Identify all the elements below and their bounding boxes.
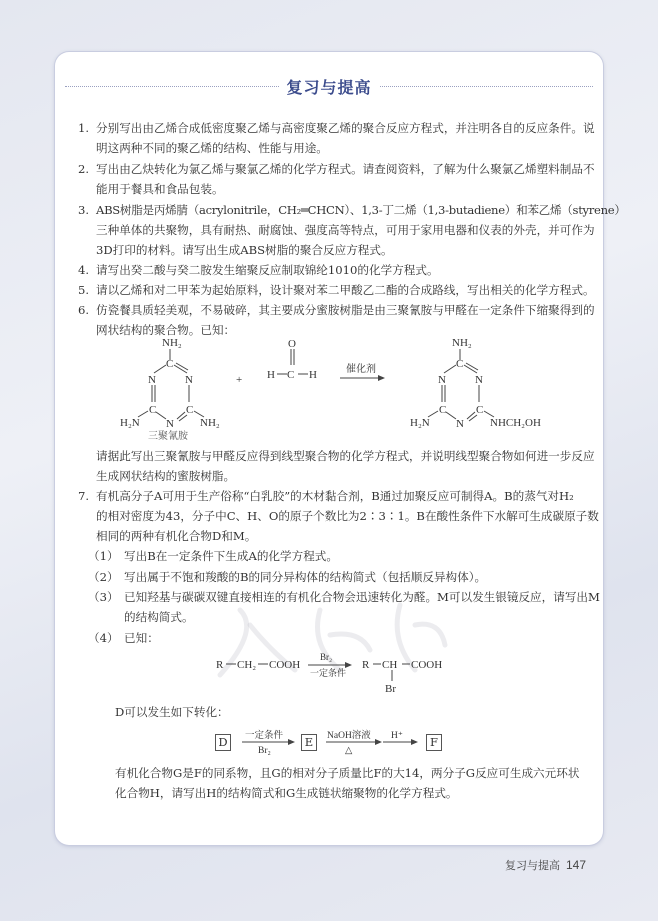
final-text: 有机化合物G是F的同系物，且G的相对分子质量比F的大14，两分子G反应可生成六元环状	[115, 766, 580, 780]
divider-right	[380, 86, 594, 87]
question-number: 3.	[78, 203, 90, 217]
nhch2oh-group: NHCH₂OH	[490, 417, 541, 429]
atom-n: N	[185, 374, 193, 386]
reagent-label: Br₂	[320, 652, 333, 662]
divider-left	[65, 86, 279, 87]
br-atom: Br	[385, 683, 396, 695]
page-title: 复习与提高	[286, 77, 372, 97]
question-text: 3D打印的材料。请写出生成ABS树脂的聚合反应方程式。	[96, 243, 393, 257]
compound-e-box: E	[301, 734, 317, 751]
atom-c: C	[476, 404, 484, 416]
nh2-top: NH₂	[162, 337, 182, 349]
arrow-head-icon	[378, 375, 385, 381]
atom-n: N	[148, 374, 156, 386]
question-text: 生成网状结构的蜜胺树脂。	[96, 469, 236, 483]
question-text: 请据此写出三聚氰胺与甲醛反应得到线型聚合物的化学方程式，并说明线型聚合物如何进一步反应	[96, 449, 595, 463]
subquestion-text: 已知：	[124, 631, 159, 645]
plus-sign: +	[236, 374, 243, 386]
question-number: 4.	[78, 263, 90, 277]
subquestion-number: （2）	[88, 570, 119, 584]
ch-group: CH	[382, 659, 398, 671]
atom-c: C	[149, 404, 157, 416]
final-text: 化合物H，请写出H的结构简式和G生成链状缩聚物的化学方程式。	[115, 786, 458, 800]
compound-f-box: F	[426, 734, 442, 751]
arrow-head-icon	[345, 662, 352, 668]
step2-reagent: NaOH溶液	[327, 731, 371, 741]
question-text: 的相对密度为43，分子中C、H、O的原子个数比为2∶3∶1。B在酸性条件下水解可生成碳原子数	[96, 509, 599, 523]
melamine-reaction-diagram	[0, 327, 658, 431]
question-text: 能用于餐具和食品包装。	[96, 182, 224, 196]
atom-n: N	[475, 374, 483, 386]
atom-o: O	[288, 338, 296, 350]
page-footer	[505, 857, 586, 873]
transformation-chain	[0, 728, 658, 758]
atom-c: C	[287, 369, 295, 381]
catalyst-label: 催化剂	[346, 364, 376, 375]
subquestion-text: 写出B在一定条件下生成A的化学方程式。	[124, 549, 338, 563]
d-transformation-text: D可以发生如下转化：	[115, 705, 229, 719]
cooh-group: COOH	[269, 659, 301, 671]
h2n-left: H₂N	[120, 417, 140, 429]
question-text: 仿瓷餐具质轻美观，不易破碎，其主要成分蜜胺树脂是由三聚氰胺与甲醛在一定条件下缩聚得到的	[96, 303, 595, 317]
question-number: 5.	[78, 283, 90, 297]
question-text: 请写出癸二酸与癸二胺发生缩聚反应制取锦纶1010的化学方程式。	[96, 263, 439, 277]
footer-section: 复习与提高	[505, 859, 560, 872]
question-text: 请以乙烯和对二甲苯为起始原料，设计聚对苯二甲酸乙二酯的合成路线，写出相关的化学方程式。	[96, 283, 595, 297]
atom-h: H	[309, 369, 317, 381]
subquestion-text: 写出属于不饱和羧酸的B的同分异构体的结构简式（包括顺反异构体）。	[124, 570, 487, 584]
melamine-label: 三聚氰胺	[148, 431, 188, 442]
arrow-head-icon	[288, 739, 295, 745]
question-text: 明这两种不同的聚乙烯的结构、性能与用途。	[96, 141, 328, 155]
step1-reagent: Br₂	[258, 746, 271, 756]
subquestion-number: （4）	[88, 631, 119, 645]
question-text: 分别写出由乙烯合成低密度聚乙烯与高密度聚乙烯的聚合反应方程式，并注明各自的反应条件。说	[96, 121, 595, 135]
atom-c: C	[166, 358, 174, 370]
atom-n: N	[166, 418, 174, 430]
cooh-group: COOH	[411, 659, 443, 671]
step1-condition: 一定条件	[245, 731, 284, 741]
bromination-reaction	[0, 648, 658, 698]
section-header	[65, 74, 593, 98]
question-number: 6.	[78, 303, 90, 317]
subquestion-text: 已知羟基与碳碳双键直接相连的有机化合物会迅速转化为醛。M可以发生银镜反应，请写出M	[124, 590, 600, 604]
atom-c: C	[456, 358, 464, 370]
nh2-right: NH₂	[200, 417, 220, 429]
arrow-head-icon	[411, 739, 418, 745]
question-text: 有机高分子A可用于生产俗称“白乳胶”的木材黏合剂，B通过加聚反应可制得A。B的蒸气对H₂	[96, 489, 574, 503]
atom-h: H	[267, 369, 275, 381]
question-number: 7.	[78, 489, 90, 503]
nh2-top: NH₂	[452, 337, 472, 349]
page-number: 147	[566, 858, 587, 872]
condition-label: 一定条件	[310, 668, 347, 678]
question-text: 网状结构的聚合物。已知：	[96, 323, 236, 337]
atom-n: N	[456, 418, 464, 430]
step2-heat: △	[345, 746, 353, 756]
compound-d-box: D	[215, 734, 231, 751]
subquestion-text: 的结构简式。	[124, 610, 194, 624]
ch2-group: CH₂	[237, 659, 257, 671]
question-number: 1.	[78, 121, 90, 135]
question-text: 写出由乙炔转化为氯乙烯与聚氯乙烯的化学方程式。请查阅资料，了解为什么聚氯乙烯塑料制品不	[96, 162, 595, 176]
subquestion-number: （3）	[88, 590, 119, 604]
h2n-left: H₂N	[410, 417, 430, 429]
atom-c: C	[186, 404, 194, 416]
subquestion-number: （1）	[88, 549, 119, 563]
atom-c: C	[439, 404, 447, 416]
question-number: 2.	[78, 162, 90, 176]
step3-reagent: H⁺	[391, 731, 403, 741]
atom-n: N	[438, 374, 446, 386]
question-text: 三种单体的共聚物，具有耐热、耐腐蚀、强度高等特点，可用于家用电器和仪表的外壳，并可作为	[96, 223, 595, 237]
r-group: R	[216, 659, 224, 671]
r-group: R	[362, 659, 370, 671]
question-text: 相同的两种有机化合物D和M。	[96, 529, 257, 543]
arrow-head-icon	[375, 739, 382, 745]
question-text: ABS树脂是丙烯腈（acrylonitrile，CH₂═CHCN）、1,3-丁二烯（1,3-butadiene）和苯乙烯（styrene）	[96, 203, 626, 217]
